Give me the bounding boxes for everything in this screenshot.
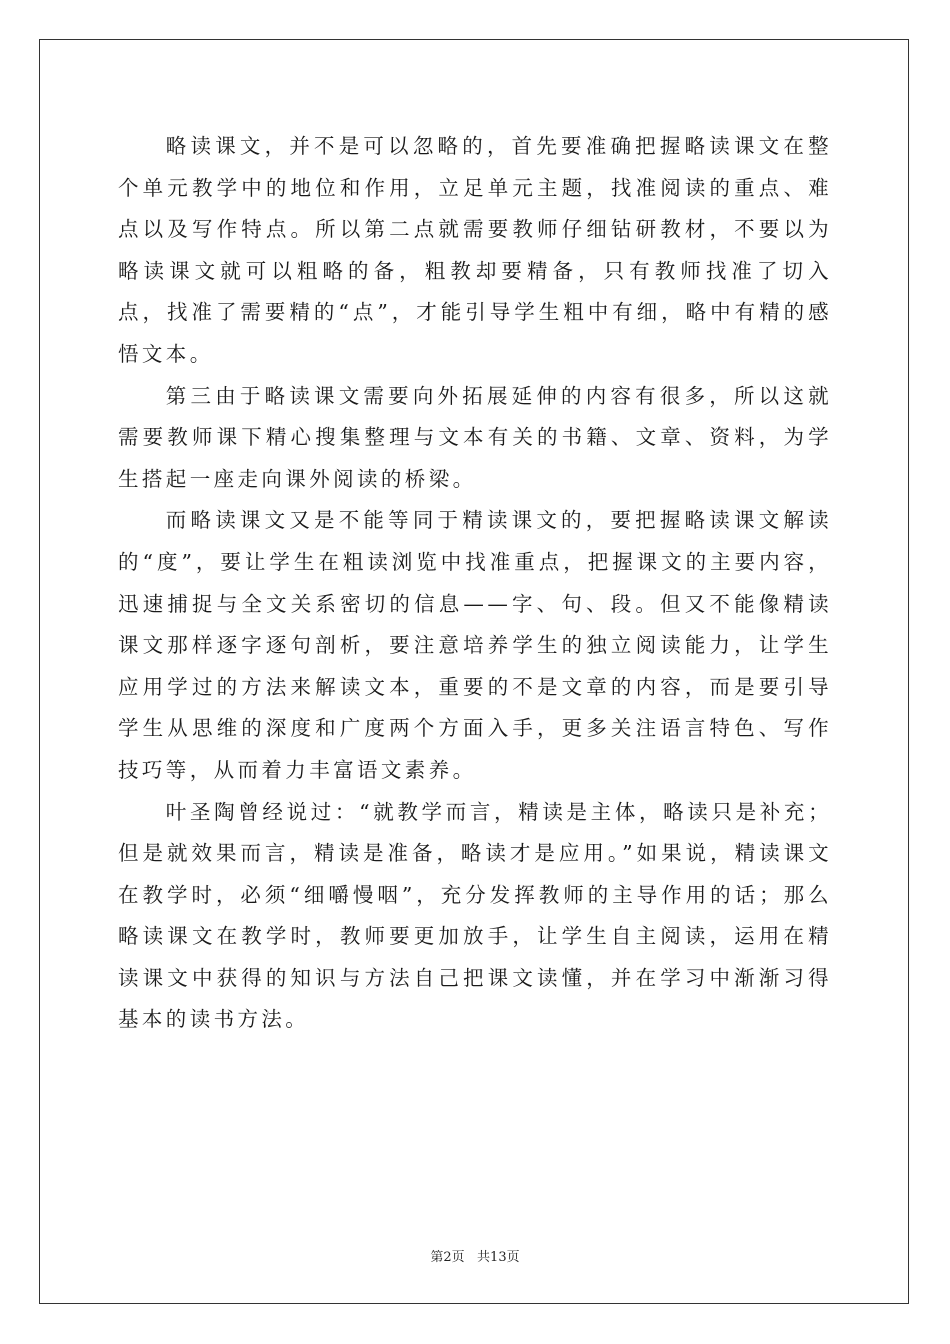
page-number-footer: 第2页 共13页 [430,1250,520,1265]
paragraph-1: 略读课文，并不是可以忽略的，首先要准确把握略读课文在整个单元教学中的地位和作用，立足单元主题，找准阅读的重点、难点以及写作特点。所以第二点就需要教师仔细钻研教材，不要以为略读课文就可以粗略的备，粗教却要精备，只有教师找准了切入点，找准了需要精的“点”，才能引导学生粗中有细，略中有精的感悟文本。 [118,134,832,366]
paragraph-2: 第三由于略读课文需要向外拓展延伸的内容有很多，所以这就需要教师课下精心搜集整理与文本有关的书籍、文章、资料，为学生搭起一座走向课外阅读的桥梁。 [118,383,832,491]
paragraph-4: 叶圣陶曾经说过：“就教学而言，精读是主体，略读只是补充；但是就效果而言，精读是准备，略读才是应用。”如果说，精读课文在教学时，必须“细嚼慢咽”，充分发挥教师的主导作用的话；那么略读课文在教学时，教师要更加放手，让学生自主阅读，运用在精读课文中获得的知识与方法自己把课文读懂，并在学习中渐渐习得基本的读书方法。 [118,799,832,1032]
paragraph-3: 而略读课文又是不能等同于精读课文的，要把握略读课文解读的“度”，要让学生在粗读浏览中找准重点，把握课文的主要内容，迅速捕捉与全文关系密切的信息——字、句、段。但又不能像精读课文那样逐字逐句剖析，要注意培养学生的独立阅读能力，让学生应用学过的方法来解读文本，重要的不是文章的内容，而是要引导学生从思维的深度和广度两个方面入手，更多关注语言特色、写作技巧等，从而着力丰富语文素养。 [118,508,832,782]
document-body [118,126,832,1041]
